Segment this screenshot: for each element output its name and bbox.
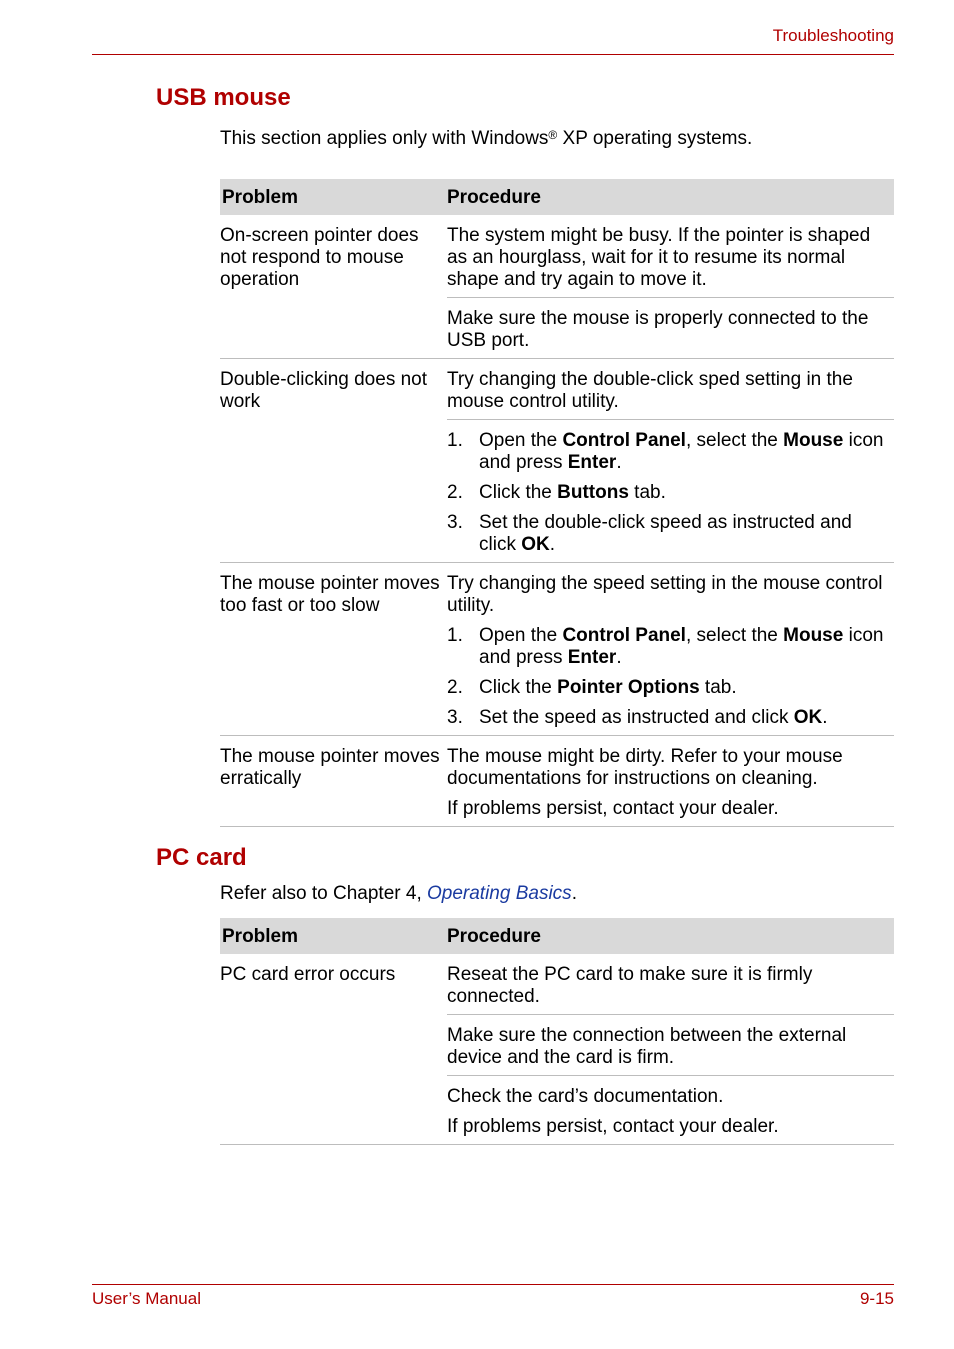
registered-mark: ® (548, 128, 558, 142)
problem-cell: The mouse pointer moves erratically (220, 736, 445, 827)
footer-manual-title: User’s Manual (92, 1289, 201, 1308)
procedure-text: If problems persist, contact your dealer. (447, 798, 779, 819)
usb-mouse-heading: USB mouse (156, 84, 291, 111)
header-rule (92, 54, 894, 55)
col-header-procedure: Procedure (445, 179, 894, 215)
col-header-procedure: Procedure (445, 918, 894, 954)
procedure-steps (447, 430, 894, 556)
step-item: 1. Open the Control Panel, select the Mouse icon and press Enter. (447, 625, 884, 668)
table-row (220, 563, 894, 736)
step-item: 1. Open the Control Panel, select the Mouse icon and press Enter. (447, 430, 884, 473)
procedure-text: The mouse might be dirty. Refer to your mouse documentations for instructions on cleaning. (447, 746, 843, 789)
step-item: 3. Set the speed as instructed and click OK. (447, 707, 828, 728)
footer-page-number: 9-15 (859, 1289, 894, 1308)
procedure-text: The system might be busy. If the pointer is shaped as an hourglass, wait for it to resume its normal shape and try again to move it. (447, 225, 871, 290)
operating-basics-link[interactable]: Operating Basics (427, 883, 572, 904)
step-item: 2. Click the Buttons tab. (447, 482, 666, 503)
usb-intro: This section applies only with Windows® XP operating systems. (220, 128, 753, 149)
table-row (220, 736, 894, 827)
procedure-text: Try changing the double-click sped setting in the mouse control utility. (447, 369, 853, 412)
pc-card-intro: Refer also to Chapter 4, Operating Basics. (220, 883, 577, 904)
pc-card-heading: PC card (156, 844, 247, 871)
step-item: 2. Click the Pointer Options tab. (447, 677, 737, 698)
problem-cell: On-screen pointer does not respond to mouse operation (220, 215, 445, 359)
procedure-text: Make sure the connection between the external device and the card is firm. (447, 1025, 847, 1068)
procedure-text: Make sure the mouse is properly connected to the USB port. (447, 308, 869, 351)
table-row (220, 954, 894, 1145)
table-row (220, 215, 894, 359)
usb-mouse-table (220, 179, 894, 827)
procedure-steps (447, 625, 894, 729)
col-header-problem: Problem (220, 179, 445, 215)
pc-card-table (220, 918, 894, 1145)
procedure-text: Check the card’s documentation. (447, 1086, 724, 1107)
problem-cell: Double-clicking does not work (220, 359, 445, 563)
problem-cell: The mouse pointer moves too fast or too slow (220, 563, 445, 736)
procedure-cell (445, 954, 894, 1145)
procedure-text: Try changing the speed setting in the mouse control utility. (447, 573, 883, 616)
procedure-cell (445, 215, 894, 359)
table-row (220, 359, 894, 563)
procedure-cell (445, 359, 894, 563)
col-header-problem: Problem (220, 918, 445, 954)
problem-cell: PC card error occurs (220, 954, 445, 1145)
procedure-text: If problems persist, contact your dealer. (447, 1116, 779, 1137)
step-item: 3. Set the double-click speed as instructed and click OK. (447, 512, 852, 555)
procedure-cell (445, 563, 894, 736)
footer-rule (92, 1284, 894, 1285)
procedure-cell (445, 736, 894, 827)
procedure-text: Reseat the PC card to make sure it is firmly connected. (447, 964, 813, 1007)
header-section-title: Troubleshooting (772, 26, 894, 45)
